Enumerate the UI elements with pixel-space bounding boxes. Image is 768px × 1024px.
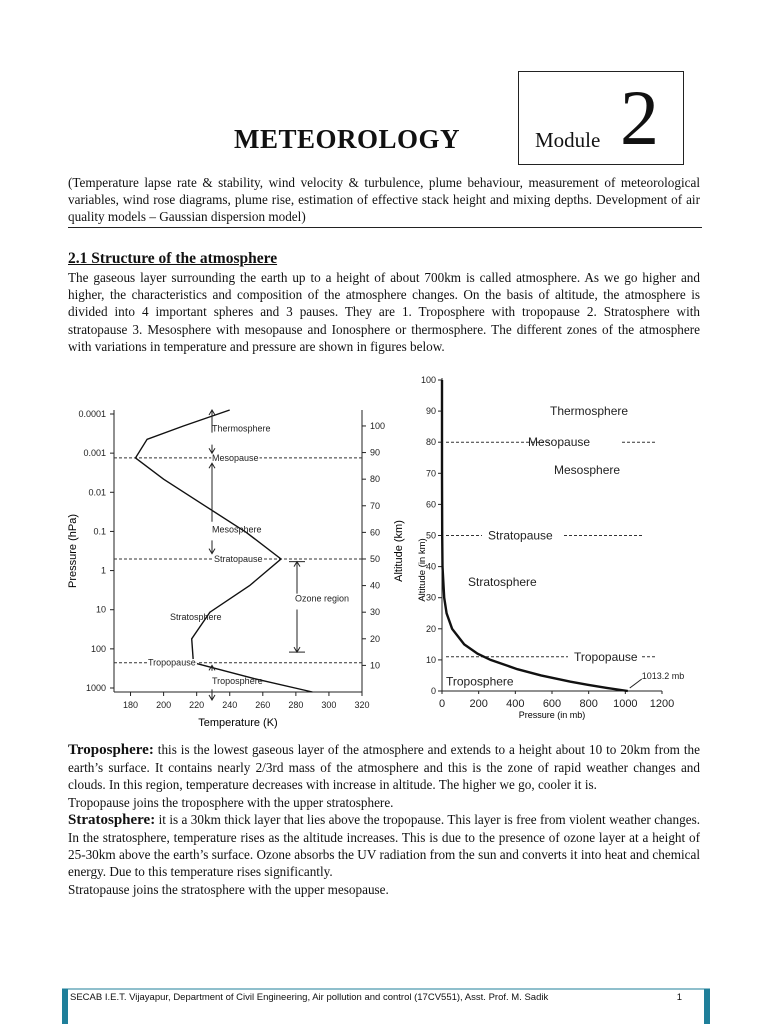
annotation-pointer bbox=[630, 679, 642, 688]
module-syllabus: (Temperature lapse rate & stability, wind velocity & turbulence, plume behaviour, measurement of meteorological variables, wind rose diagrams, plume rise, estimation of effective stack height and mixing depths. Development of air quality models – Gaussian dispersion model) bbox=[68, 175, 700, 225]
x-axis-label: Temperature (K) bbox=[198, 717, 278, 729]
layer-label: Troposphere bbox=[446, 674, 514, 689]
annotation-label: 1013.2 mb bbox=[641, 671, 685, 681]
layer-label: Mesosphere bbox=[554, 463, 621, 478]
y2-tick-label: 100 bbox=[370, 420, 386, 431]
x-tick-label: 280 bbox=[288, 700, 304, 710]
y2-tick-label: 10 bbox=[370, 660, 381, 671]
layer-label: Tropopause bbox=[148, 657, 196, 668]
module-number: 2 bbox=[620, 74, 659, 161]
y2-tick-label: 50 bbox=[370, 553, 381, 564]
stratosphere-term: Stratosphere: bbox=[68, 811, 156, 828]
y-tick-label: 10 bbox=[95, 604, 106, 615]
divider bbox=[68, 227, 702, 228]
layer-label: Tropopause bbox=[574, 649, 638, 664]
stratopause-line: Stratopause joins the stratosphere with the upper mesopause. bbox=[68, 881, 389, 897]
stratosphere-text: it is a 30km thick layer that lies above the tropopause. This layer is free from violent weather changes. In the stratosphere, temperature rises as the altitude increases. This is due to the presence of ozone layer at a height of 25-30km above the earth’s surface. Ozone absorbs the UV radiation from the sun and converts it into heat and chemical energy. Due to this temperature rises significantly. bbox=[68, 811, 700, 880]
y2-tick-label: 20 bbox=[370, 633, 381, 644]
layer-label: Stratopause bbox=[214, 553, 263, 564]
y-axis-label: Altitude (in km) bbox=[417, 538, 428, 602]
x-tick-label: 320 bbox=[354, 700, 370, 710]
y-tick-label: 0.01 bbox=[88, 487, 106, 498]
y2-tick-label: 70 bbox=[370, 500, 381, 511]
section-heading: 2.1 Structure of the atmosphere bbox=[68, 250, 278, 267]
y-tick-label: 0.1 bbox=[93, 526, 106, 537]
layer-label: Mesosphere bbox=[212, 524, 262, 535]
troposphere-paragraph bbox=[68, 741, 700, 794]
y-tick-label: 50 bbox=[425, 530, 436, 541]
x-tick-label: 0 bbox=[438, 698, 446, 710]
y-tick-label: 0.001 bbox=[83, 448, 106, 459]
troposphere-term: Troposphere: bbox=[68, 742, 154, 758]
y-tick-label: 100 bbox=[420, 375, 436, 385]
y-tick-label: 80 bbox=[425, 437, 436, 448]
y2-axis-label: Altitude (km) bbox=[393, 520, 405, 582]
layer-label: Troposphere bbox=[212, 676, 263, 687]
y2-tick-label: 80 bbox=[370, 474, 381, 485]
layer-descriptions bbox=[68, 741, 700, 898]
y2-tick-label: 30 bbox=[370, 607, 381, 618]
y-tick-label: 30 bbox=[425, 592, 436, 603]
x-tick-label: 220 bbox=[189, 700, 205, 710]
x-tick-label: 300 bbox=[321, 700, 337, 710]
y-tick-label: 20 bbox=[425, 623, 436, 634]
y2-tick-label: 40 bbox=[370, 580, 381, 591]
x-tick-label: 200 bbox=[469, 698, 488, 710]
x-axis-label: Pressure (in mb) bbox=[518, 710, 586, 720]
x-tick-label: 600 bbox=[542, 698, 562, 710]
y-tick-label: 100 bbox=[90, 643, 106, 654]
troposphere-text: this is the lowest gaseous layer of the atmosphere and extends to a height about 10 to 20km from the earth’s surface. It contains nearly 2/3rd mass of the atmosphere and this is the zone of rapid weather changes and clouds. In this region, temperature decreases with increase in altitude. The higher we go, cooler it is. bbox=[68, 742, 700, 793]
layer-label: Mesopause bbox=[212, 452, 259, 463]
y-tick-label: 70 bbox=[425, 468, 436, 479]
tropopause-line: Tropopause joins the troposphere with the upper stratosphere. bbox=[68, 794, 394, 810]
y-tick-label: 0.0001 bbox=[78, 409, 106, 419]
y-tick-label: 60 bbox=[425, 499, 436, 510]
x-tick-label: 200 bbox=[156, 700, 172, 710]
y-tick-label: 1000 bbox=[85, 683, 106, 693]
stratosphere-paragraph bbox=[68, 811, 700, 881]
x-tick-label: 800 bbox=[579, 698, 598, 710]
x-tick-label: 1200 bbox=[649, 698, 675, 710]
module-label: Module bbox=[535, 128, 601, 152]
footer-text: SECAB I.E.T. Vijayapur, Department of Civil Engineering, Air pollution and control (17CV551), Asst. Prof. M. Sadik bbox=[70, 992, 549, 1003]
layer-label: Stratosphere bbox=[170, 612, 222, 623]
y2-tick-label: 60 bbox=[370, 527, 381, 538]
page-title: METEOROLOGY bbox=[234, 124, 461, 154]
y-tick-label: 10 bbox=[425, 654, 436, 665]
layer-label: Stratopause bbox=[488, 528, 553, 543]
y2-tick-label: 90 bbox=[370, 447, 381, 458]
y-axis-label: Pressure (hPa) bbox=[67, 514, 79, 588]
y-tick-label: 1 bbox=[100, 565, 106, 576]
section-paragraph: The gaseous layer surrounding the earth up to a height of about 700km is called atmosphere. As we go higher and higher, the characteristics and composition of the atmosphere changes. On the basis of altitude, the atmosphere is divided into 4 important spheres and 3 pauses. They are 1. Troposphere with tropopause 2. Stratosphere with stratopause 3. Mesosphere with mesopause and Ionosphere or thermosphere. The different zones of the atmosphere with variations in temperature and pressure are shown in figures below. bbox=[68, 270, 700, 354]
x-tick-label: 180 bbox=[123, 700, 139, 710]
layer-label: Thermosphere bbox=[550, 404, 629, 419]
y-tick-label: 0 bbox=[430, 686, 436, 696]
x-tick-label: 1000 bbox=[613, 698, 638, 710]
layer-label: Ozone region bbox=[295, 593, 350, 604]
layer-label: Mesopause bbox=[528, 435, 591, 450]
x-tick-label: 240 bbox=[222, 700, 238, 710]
x-tick-label: 260 bbox=[255, 700, 271, 710]
y-tick-label: 90 bbox=[425, 406, 436, 417]
x-tick-label: 400 bbox=[506, 698, 525, 710]
page-footer bbox=[62, 988, 710, 1022]
pressure-altitude-chart bbox=[410, 370, 710, 725]
y-tick-label: 40 bbox=[425, 561, 436, 572]
layer-label: Thermosphere bbox=[212, 423, 271, 434]
page-number: 1 bbox=[676, 992, 682, 1003]
temperature-profile-chart bbox=[62, 380, 405, 735]
layer-label: Stratosphere bbox=[468, 575, 537, 590]
